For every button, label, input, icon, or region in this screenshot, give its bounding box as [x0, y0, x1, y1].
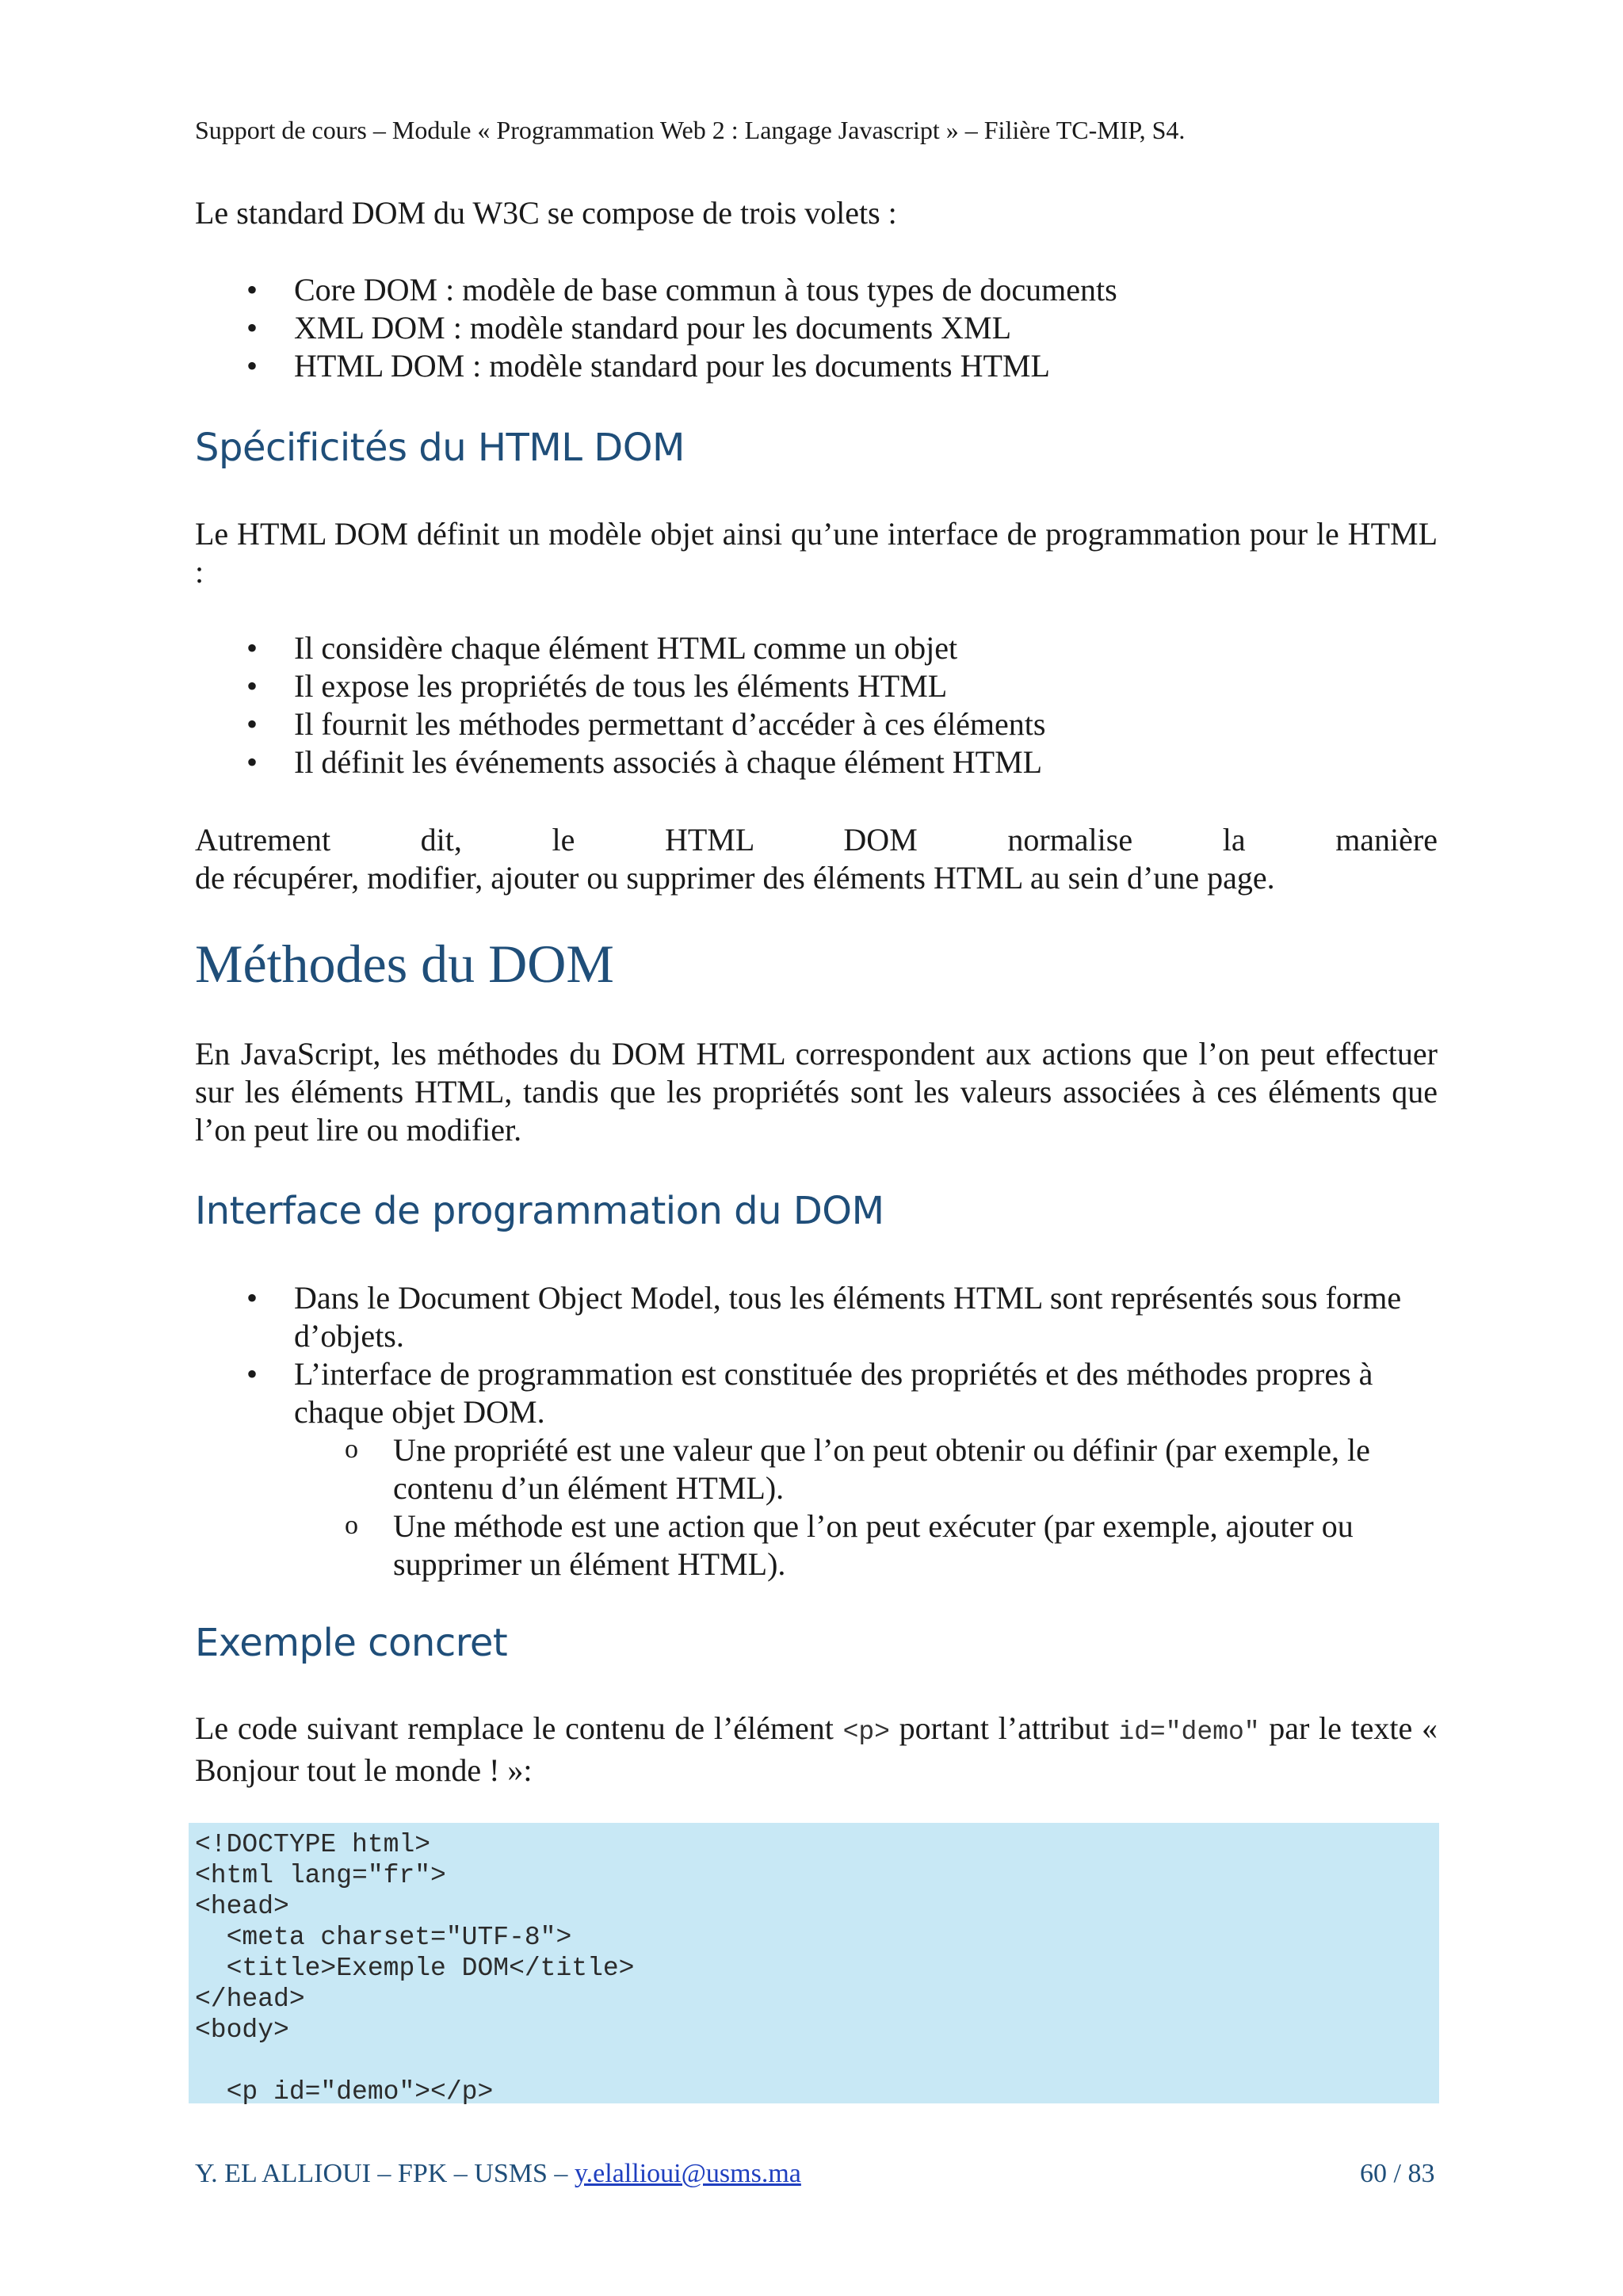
- conclusion-line-1: Autrement dit, le HTML DOM normalise la manière: [195, 822, 1438, 858]
- inline-code-id-demo: id="demo": [1118, 1717, 1260, 1747]
- inline-code-p-tag: <p>: [842, 1717, 890, 1747]
- code-block-content: <!DOCTYPE html> <html lang="fr"> <head> <meta charset="UTF-8"> <title>Exemple DOM</title> </head> <body> <p id="demo"></p>: [195, 1830, 635, 2107]
- page-number: 60 / 83: [1360, 2159, 1435, 2188]
- list-item: • Core DOM : modèle de base commun à tous types de documents: [195, 271, 1438, 309]
- list-item: • Dans le Document Object Model, tous les éléments HTML sont représentés sous forme d’objets.: [195, 1279, 1438, 1355]
- list-item: • Il fournit les méthodes permettant d’accéder à ces éléments: [195, 705, 1438, 743]
- section-heading-interface: Interface de programmation du DOM: [195, 1189, 884, 1233]
- footer-email-link[interactable]: y.elallioui@usms.ma: [574, 2159, 801, 2188]
- volets-list: [195, 271, 1438, 385]
- specificites-list: [195, 629, 1438, 781]
- section-heading-specificites: Spécificités du HTML DOM: [195, 426, 685, 470]
- list-item: • Il définit les événements associés à chaque élément HTML: [195, 743, 1438, 781]
- list-item-text: L’interface de programmation est constituée des propriétés et des méthodes propres à chaque objet DOM.: [294, 1356, 1373, 1430]
- interface-list: [195, 1279, 1438, 1584]
- list-item: • Il considère chaque élément HTML comme un objet: [195, 629, 1438, 667]
- sub-list-item: o Une propriété est une valeur que l’on peut obtenir ou définir (par exemple, le contenu d’un élément HTML).: [294, 1431, 1438, 1507]
- sub-list-item: o Une méthode est une action que l’on peut exécuter (par exemple, ajouter ou supprimer un élément HTML).: [294, 1507, 1438, 1584]
- exemple-paragraph: [195, 1710, 1438, 1790]
- footer-author-text: Y. EL ALLIOUI – FPK – USMS –: [195, 2159, 575, 2188]
- sub-list: [294, 1431, 1438, 1584]
- list-item: [195, 1355, 1438, 1584]
- intro-paragraph: Le standard DOM du W3C se compose de trois volets :: [195, 195, 897, 231]
- list-item: • HTML DOM : modèle standard pour les documents HTML: [195, 347, 1438, 385]
- exemple-text-2: portant l’attribut: [890, 1710, 1119, 1746]
- conclusion-line-2: de récupérer, modifier, ajouter ou supprimer des éléments HTML au sein d’une page.: [195, 860, 1275, 896]
- running-header: Support de cours – Module « Programmation Web 2 : Langage Javascript » – Filière TC-MIP, S4.: [195, 116, 1186, 144]
- code-block: [189, 1823, 1439, 2107]
- methodes-paragraph: En JavaScript, les méthodes du DOM HTML correspondent aux actions que l’on peut effectuer sur les éléments HTML, tandis que les propriétés sont les valeurs associées à ces éléments que l’on peut lire ou modifier.: [195, 1036, 1438, 1148]
- section-heading-exemple: Exemple concret: [195, 1621, 508, 1665]
- exemple-text-1: Le code suivant remplace le contenu de l’élément: [195, 1710, 843, 1746]
- section-title-methodes: Méthodes du DOM: [195, 934, 614, 994]
- footer-author: [195, 2159, 801, 2189]
- exemple-text-3: par le texte « Bonjour tout le monde ! »:: [195, 1710, 1438, 1788]
- list-item: • Il expose les propriétés de tous les éléments HTML: [195, 667, 1438, 705]
- specificites-paragraph: Le HTML DOM définit un modèle objet ainsi qu’une interface de programmation pour le HTML :: [195, 516, 1438, 590]
- list-item: • XML DOM : modèle standard pour les documents XML: [195, 309, 1438, 347]
